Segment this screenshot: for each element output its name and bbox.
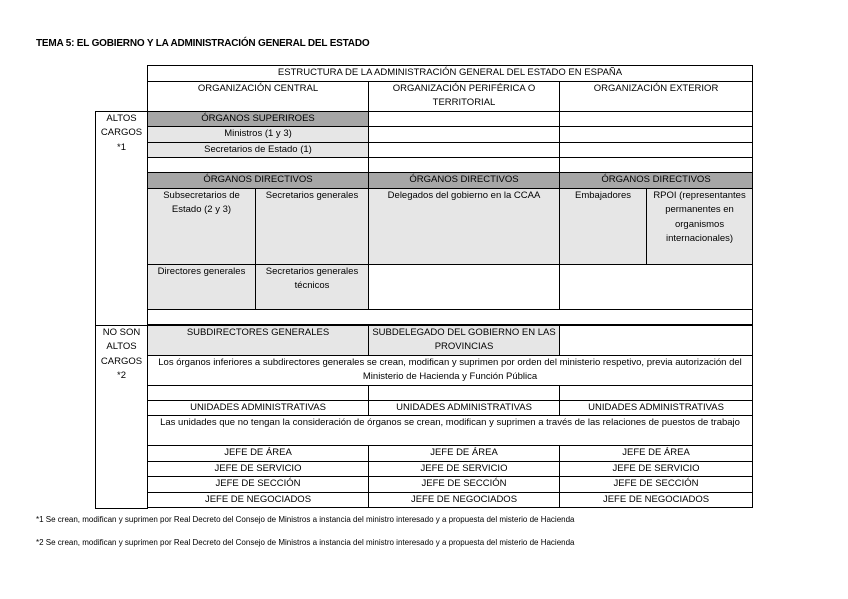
secretarios-generales-cell: Secretarios generales [256, 188, 369, 264]
unidades-central: UNIDADES ADMINISTRATIVAS [148, 400, 369, 416]
col-central-header: ORGANIZACIÓN CENTRAL [148, 81, 369, 111]
unidades-exterior: UNIDADES ADMINISTRATIVAS [560, 400, 753, 416]
jefe-seccion-central: JEFE DE SECCIÓN [148, 477, 369, 493]
unidades-text: Las unidades que no tengan la consideración de órganos se crean, modifican y suprimen a través de las relaciones de puestos de trabajo [148, 416, 753, 446]
jefe-servicio-exterior: JEFE DE SERVICIO [560, 461, 753, 477]
footnote-1: *1 Se crean, modifican y suprimen por Real Decreto del Consejo de Ministros a instancia del ministro interesado y a propuesta del misterio de Hacienda [36, 515, 575, 524]
organos-directivos-central: ÓRGANOS DIRECTIVOS [148, 173, 369, 189]
secretarios-estado-cell: Secretarios de Estado (1) [148, 142, 369, 158]
jefe-negociados-periferica: JEFE DE NEGOCIADOS [369, 492, 560, 508]
jefe-seccion-exterior: JEFE DE SECCIÓN [560, 477, 753, 493]
directores-generales-cell: Directores generales [148, 264, 256, 309]
subdirectores-cell: SUBDIRECTORES GENERALES [148, 325, 369, 355]
jefe-servicio-periferica: JEFE DE SERVICIO [369, 461, 560, 477]
table-header: ESTRUCTURA DE LA ADMINISTRACIÓN GENERAL DEL ESTADO EN ESPAÑA [148, 66, 753, 82]
col-periferica-header: ORGANIZACIÓN PERIFÉRICA O TERRITORIAL [369, 81, 560, 111]
no-altos-cargos-label: NO SON ALTOS CARGOS *2 [96, 325, 148, 508]
jefe-area-central: JEFE DE ÁREA [148, 446, 369, 462]
jefe-servicio-central: JEFE DE SERVICIO [148, 461, 369, 477]
secretarios-generales-tecnicos-cell: Secretarios generales técnicos [256, 264, 369, 309]
document-title: TEMA 5: EL GOBIERNO Y LA ADMINISTRACIÓN GENERAL DEL ESTADO [36, 38, 370, 49]
organos-inferiores-text: Los órganos inferiores a subdirectores generales se crean, modifican y suprimen por orden del ministerio respetivo, previa autorización del Ministerio de Hacienda y Función Pública [148, 355, 753, 385]
ministros-cell: Ministros (1 y 3) [148, 127, 369, 143]
col-exterior-header: ORGANIZACIÓN EXTERIOR [560, 81, 753, 111]
jefe-negociados-exterior: JEFE DE NEGOCIADOS [560, 492, 753, 508]
organos-directivos-exterior: ÓRGANOS DIRECTIVOS [560, 173, 753, 189]
altos-cargos-label: ALTOS CARGOS *1 [96, 111, 148, 325]
rpoi-cell: RPOI (representantes permanentes en organismos internacionales) [647, 188, 753, 264]
structure-table [95, 65, 753, 509]
jefe-area-exterior: JEFE DE ÁREA [560, 446, 753, 462]
subdelegado-cell: SUBDELEGADO DEL GOBIERNO EN LAS PROVINCIAS [369, 325, 560, 355]
delegados-cell: Delegados del gobierno en la CCAA [369, 188, 560, 264]
unidades-periferica: UNIDADES ADMINISTRATIVAS [369, 400, 560, 416]
organos-directivos-periferica: ÓRGANOS DIRECTIVOS [369, 173, 560, 189]
jefe-seccion-periferica: JEFE DE SECCIÓN [369, 477, 560, 493]
jefe-area-periferica: JEFE DE ÁREA [369, 446, 560, 462]
embajadores-cell: Embajadores [560, 188, 647, 264]
subsecretarios-cell: Subsecretarios de Estado (2 y 3) [148, 188, 256, 264]
footnote-2: *2 Se crean, modifican y suprimen por Real Decreto del Consejo de Ministros a instancia del ministro interesado y a propuesta del misterio de Hacienda [36, 538, 575, 547]
jefe-negociados-central: JEFE DE NEGOCIADOS [148, 492, 369, 508]
organos-superiores-header: ÓRGANOS SUPERIROES [148, 111, 369, 127]
